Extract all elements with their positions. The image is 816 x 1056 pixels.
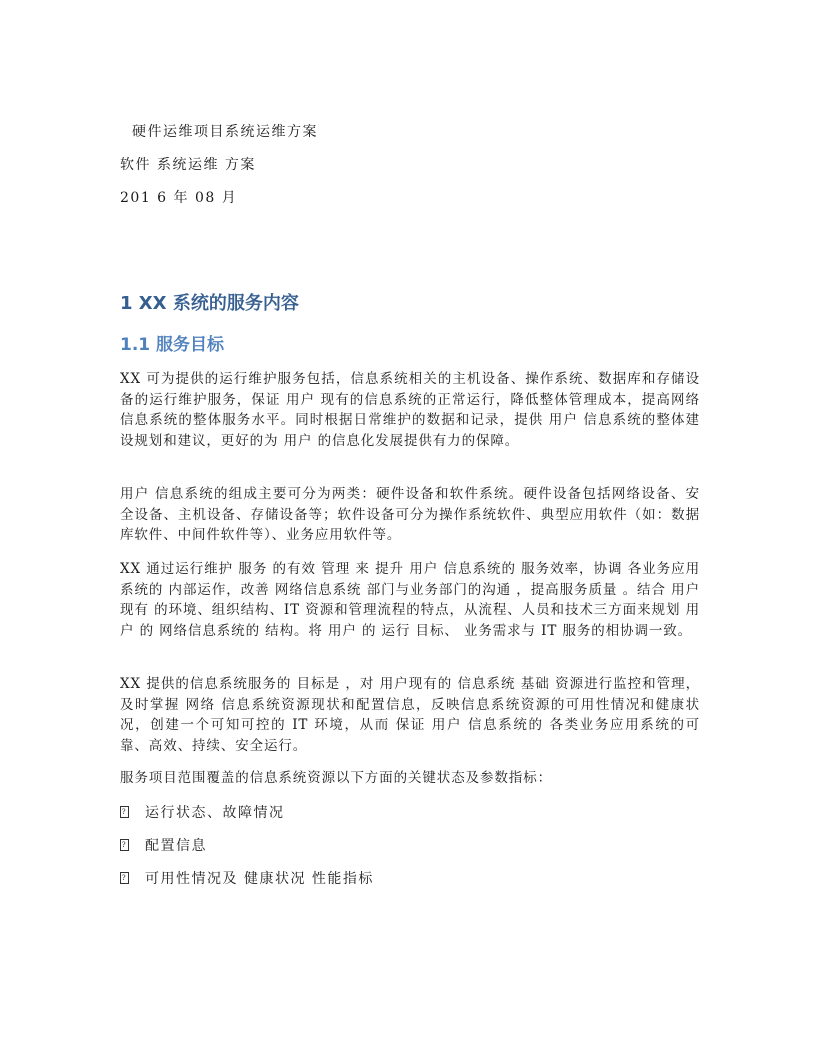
paragraph-5: 服务项目范围覆盖的信息系统资源以下方面的关键状态及参数指标： — [120, 770, 552, 786]
section-heading: 1 XX 系统的服务内容 — [120, 293, 299, 314]
paragraph-1: XX 可为提供的运行维护服务包括，信息系统相关的主机设备、操作系统、数据库和存储设备的运行维护服务，保证 用户 现有的信息系统的正常运行，降低整体管理成本，提高网络信息系统的整体服务水平。同时根据日常维护的数据和记录，提供 用户 信息系统的整体建设规划和建议，更好的为 用户 的信息化发展提供有力的保障。 — [120, 371, 700, 449]
bullet-text: 运行状态、故障情况 — [145, 805, 285, 821]
document-date: 201 6 年 08 月 — [120, 190, 238, 206]
bullet-icon: ? — [121, 874, 128, 882]
bullet-icon: ? — [121, 841, 128, 849]
document-subtitle: 软件 系统运维 方案 — [120, 157, 256, 173]
paragraph-2: 用户 信息系统的组成主要可分为两类：硬件设备和软件系统。硬件设备包括网络设备、安全设备、主机设备、存储设备等；软件设备可分为操作系统软件、典型应用软件（如：数据库软件、中间件软件等）、业务应用软件等。 — [120, 486, 700, 543]
bullet-item — [120, 868, 374, 888]
document-title: 硬件运维项目系统运维方案 — [132, 124, 318, 140]
bullet-item — [120, 835, 207, 855]
paragraph-3: XX 通过运行维护 服务 的有效 管理 来 提升 用户 信息系统的 服务效率，协调 各业务应用系统的 内部运作，改善 网络信息系统 部门与业务部门的沟通 ，提高服务质量 。结合 用户现有 的环境、组织结构、IT 资源和管理流程的特点，从流程、人员和技术三方面来规划 用户 的 网络信息系统的 结构。将 用户 的 运行 目标、 业务需求与 IT 服务的相协调一致。 — [120, 561, 700, 639]
bullet-text: 可用性情况及 健康状况 性能指标 — [145, 871, 374, 887]
paragraph-4: XX 提供的信息系统服务的 目标是 ，对 用户现有的 信息系统 基础 资源进行监控和管理，及时掌握 网络 信息系统资源现状和配置信息，反映信息系统资源的可用性情况和健康状况，创建一个可知可控的 IT 环境，从而 保证 用户 信息系统的 各类业务应用系统的可靠、高效、持续、安全运行。 — [120, 676, 700, 754]
bullet-text: 配置信息 — [145, 838, 207, 854]
bullet-item — [120, 802, 285, 822]
bullet-icon: ? — [121, 808, 128, 816]
subsection-heading: 1.1 服务目标 — [120, 335, 225, 355]
